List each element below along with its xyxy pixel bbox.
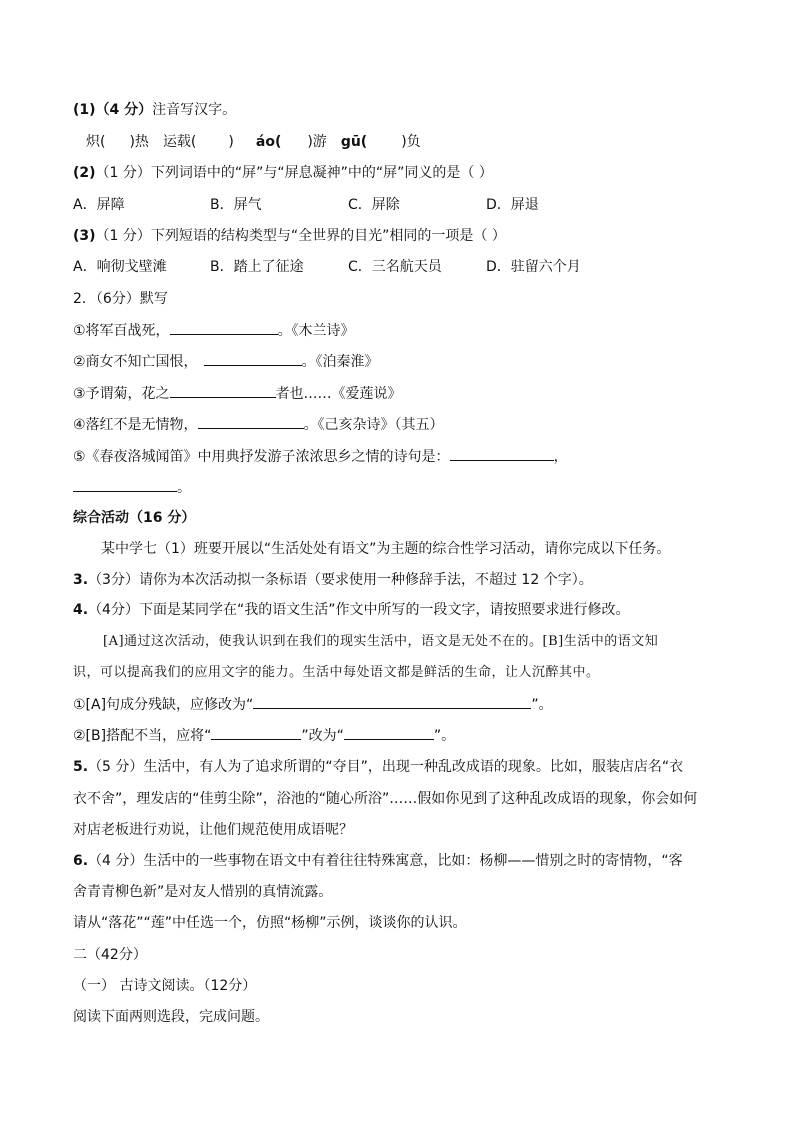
q1-1-items bbox=[86, 132, 421, 152]
q2-line-2-pre: ②商女不知亡国恨， bbox=[73, 354, 198, 370]
q1-1-text: 注音写汉字。 bbox=[152, 102, 237, 118]
q4-fix-2 bbox=[73, 725, 455, 745]
pinyin-item-4-b: )负 bbox=[401, 134, 421, 150]
q2-line-2 bbox=[73, 351, 379, 371]
q2-blank-2[interactable] bbox=[204, 351, 302, 366]
q2-blank-5[interactable] bbox=[450, 446, 554, 461]
section-title: 综合活动（16 分） bbox=[73, 510, 196, 526]
q1-3-option-c[interactable]: C．三名航天员 bbox=[348, 259, 442, 275]
q2-line-5-mid: ， bbox=[553, 449, 568, 465]
q2-line-1-post: 。《木兰诗》 bbox=[277, 323, 355, 339]
q4-fix-1-pre: ①[A]句成分残缺，应修改为“ bbox=[73, 697, 254, 713]
pinyin-item-4 bbox=[341, 134, 421, 150]
q4-number: 4. bbox=[73, 602, 89, 618]
q2-line-4-pre: ④落红不是无情物， bbox=[73, 417, 198, 433]
q4-fix-2-pre: ②[B]搭配不当，应将“ bbox=[73, 728, 212, 744]
q2-line-5-pre: ⑤《春夜洛城闻笛》中用典抒发游子浓浓思乡之情的诗句是： bbox=[73, 449, 450, 465]
q4-blank-3[interactable] bbox=[344, 725, 434, 740]
q4-passage-line-2: 识，可以提高我们的应用文字的能力。生活中每处语文都是鲜活的生命，让人沉醉其中。 bbox=[73, 665, 600, 680]
q6-text-1: 生活中的一些事物在语文中有着往往特殊寓意，比如：杨柳——惜别之时的寄情物，“客 bbox=[143, 853, 683, 869]
q1-2-option-a[interactable]: A．屏障 bbox=[73, 197, 125, 213]
pinyin-item-3 bbox=[256, 134, 327, 150]
q2-blank-3[interactable] bbox=[170, 383, 276, 398]
q3-score: （3分） bbox=[88, 572, 139, 588]
q2-line-3-pre: ③予谓菊，花之 bbox=[73, 386, 170, 402]
q2-line-6 bbox=[73, 477, 191, 497]
q5-text-1: 生活中，有人为了追求所谓的“夺目”，出现一种乱改成语的现象。比如，服装店店名“衣 bbox=[143, 759, 684, 775]
q6-score: （4 分） bbox=[88, 853, 144, 869]
pinyin-item-3-b: )游 bbox=[307, 134, 327, 150]
q1-1-score: （4 分） bbox=[95, 102, 153, 118]
q4-fix-2-post: ”。 bbox=[433, 728, 456, 744]
q6-line-3: 请从“落花”“莲”中任选一个，仿照“杨柳”示例，谈谈你的认识。 bbox=[73, 915, 467, 931]
pinyin-item-1 bbox=[86, 134, 149, 150]
q2-line-3 bbox=[73, 383, 402, 403]
q2-line-6-post: 。 bbox=[177, 480, 191, 496]
part2-sub: （一） 古诗文阅读。（12分） bbox=[73, 978, 257, 994]
q2-line-4-post: 。《己亥杂诗》（其五） bbox=[303, 417, 444, 433]
section-intro: 某中学七（1）班要开展以“生活处处有语文”为主题的综合性学习活动，请你完成以下任务。 bbox=[101, 541, 671, 557]
pinyin-item-1-b: )热 bbox=[129, 134, 149, 150]
q1-2-score: （1 分） bbox=[95, 165, 151, 181]
q2-blank-6[interactable] bbox=[73, 477, 177, 492]
q1-2-option-b[interactable]: B．屏气 bbox=[210, 197, 262, 213]
q4-text: 下面是某同学在“我的语文生活”作文中所写的一段文字，请按照要求进行修改。 bbox=[138, 602, 630, 618]
q1-3-options bbox=[73, 257, 723, 277]
q1-3-header bbox=[73, 226, 506, 246]
q4-fix-1-post: ”。 bbox=[531, 697, 553, 713]
pinyin-item-2-a: 运载( bbox=[162, 134, 197, 150]
q2-line-3-post: 者也……《爱莲说》 bbox=[275, 386, 402, 402]
q1-2-options bbox=[73, 195, 723, 215]
q5-line-2: 衣不舍”，理发店的“佳剪尘除”，浴池的“随心所浴”……假如你见到了这种乱改成语的现象，你会如何 bbox=[73, 791, 698, 807]
q1-2-option-c[interactable]: C．屏除 bbox=[348, 197, 400, 213]
q5-score: （5 分） bbox=[88, 759, 144, 775]
q1-2-text: 下列词语中的“屏”与“屏息凝神”中的“屏”同义的是（ ） bbox=[150, 165, 493, 181]
q1-2-option-d[interactable]: D．屏退 bbox=[486, 197, 539, 213]
q4-blank-1[interactable] bbox=[253, 694, 531, 709]
q6-number: 6. bbox=[73, 853, 89, 869]
q1-1-header bbox=[73, 100, 236, 120]
q2-line-1 bbox=[73, 320, 355, 340]
q4-passage-line-1: [A]通过这次活动，使我认识到在我们的现实生活中，语文是无处不在的。[B]生活中的语文知 bbox=[103, 634, 659, 649]
q4-header bbox=[73, 600, 630, 620]
q4-fix-2-mid: ”改为“ bbox=[301, 728, 344, 744]
q3-text: 请你为本次活动拟一条标语（要求使用一种修辞手法，不超过 12 个字）。 bbox=[138, 572, 593, 588]
q5-line-1 bbox=[73, 757, 683, 777]
q1-1-number: (1) bbox=[73, 102, 96, 118]
q3-number: 3. bbox=[73, 572, 89, 588]
q2-header: 2．（6分）默写 bbox=[73, 291, 168, 307]
q1-3-score: （1 分） bbox=[95, 228, 151, 244]
q2-line-4 bbox=[73, 414, 444, 434]
q6-line-1 bbox=[73, 851, 683, 871]
q1-2-header bbox=[73, 163, 493, 183]
q6-line-2: 舍青青柳色新”是对友人惜别的真情流露。 bbox=[73, 884, 333, 900]
q3 bbox=[73, 570, 593, 590]
q2-line-5 bbox=[73, 446, 568, 466]
pinyin-item-4-a: gū( bbox=[340, 134, 368, 150]
q4-score: （4分） bbox=[88, 602, 139, 618]
q1-3-option-d[interactable]: D．驻留六个月 bbox=[486, 259, 581, 275]
pinyin-item-1-a: 炽( bbox=[86, 134, 106, 150]
q4-fix-1 bbox=[73, 694, 553, 714]
pinyin-item-2-b: ) bbox=[228, 134, 234, 150]
q2-blank-1[interactable] bbox=[170, 320, 278, 335]
q5-line-3: 对店老板进行劝说，让他们规范使用成语呢？ bbox=[73, 822, 353, 838]
q1-3-option-a[interactable]: A．响彻戈壁滩 bbox=[73, 259, 167, 275]
q2-line-2-post: 。《泊秦淮》 bbox=[301, 354, 379, 370]
q5-number: 5. bbox=[73, 759, 89, 775]
part2-head: 二（42分） bbox=[73, 947, 147, 963]
q1-3-number: (3) bbox=[73, 228, 96, 244]
pinyin-item-3-a: áo( bbox=[255, 134, 282, 150]
q2-blank-4[interactable] bbox=[198, 414, 304, 429]
q2-line-1-pre: ①将军百战死， bbox=[73, 323, 170, 339]
q1-3-option-b[interactable]: B．踏上了征途 bbox=[210, 259, 304, 275]
part2-instruction: 阅读下面两则选段，完成问题。 bbox=[73, 1009, 269, 1025]
q1-3-text: 下列短语的结构类型与“全世界的目光”相同的一项是（ ） bbox=[150, 228, 506, 244]
q4-blank-2[interactable] bbox=[211, 725, 301, 740]
pinyin-item-2 bbox=[163, 134, 234, 150]
q1-2-number: (2) bbox=[73, 165, 96, 181]
